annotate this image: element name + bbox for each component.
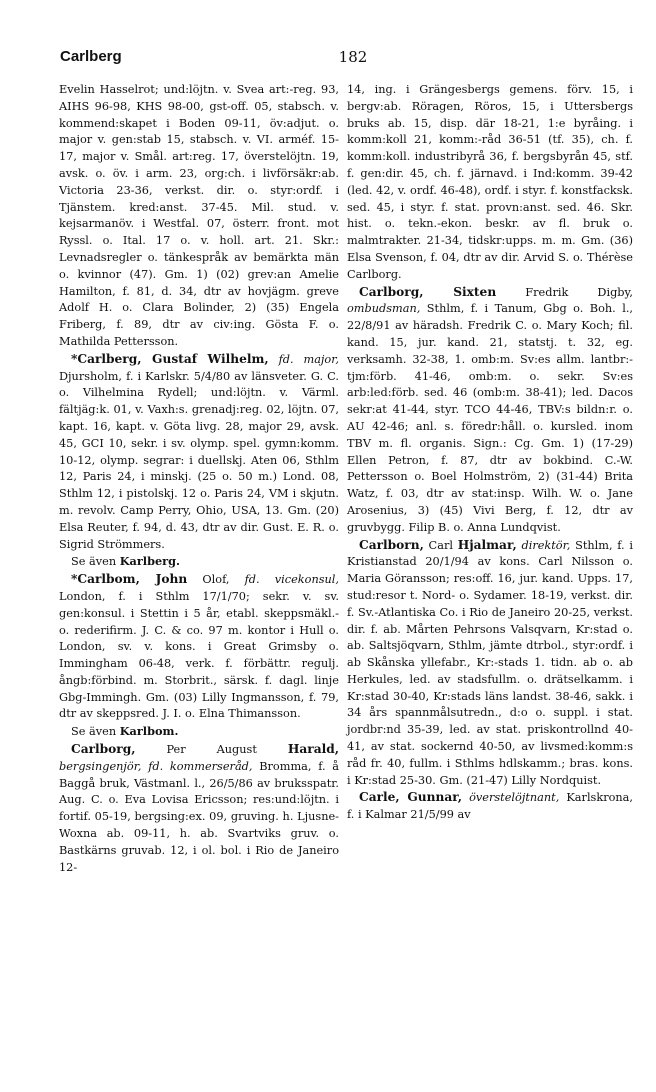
- entry: Evelin Hasselrot; und:löjtn. v. Svea art:-reg. 93, AIHS 96-98, KHS 98-00, gst-off. 05, stabsch. v. kommend:skapet i Boden 09-11, öv:adjut. o. major v. gen:stab 15, stabsch. v. VI. arméf. 15-17, major v. Smål. art:reg. 17, överstelöjtn. 19, avsk. o. öv. i arm. 23, org:ch. i livförsäkr:ab. Victoria 23-36, verkst. dir. o. styr:ordf. i Tjänstem. kred:anst. 37-45. Mil. stud. v. kejsarmanöv. i Westfal. 07, österr. front. mot Ryssl. o. Ital. 17 o. v. holl. art. 21. Skr.: Levnadsregler o. tänkespråk av bemärkta män o. kvinnor (47). Gm. 1) (02) grev:an Amelie Hamilton, f. 81, d. 34, dtr av hovjägm. greve Adolf H. o. Clara Bolinder, 2) (35) Engela Friberg, f. 89, dtr av civ:ing. Gösta F. o. Mathilda Pettersson.: [59, 83, 339, 348]
- right-column: [347, 82, 633, 824]
- entry: *Carlbom, John Olof, fd. vicekonsul, London, f. i Sthlm 17/1/70; sekr. v. sv. gen:konsul. i Stettin i 5 år, etabl. skeppsmäkl.- o. rederifirm. J. C. & co. 97 m. kontor i Hull o. London, sv. v. kons. i Great Grimsby o. Immingham 06-48, verk. f. förbättr. regulj. ångb:förbind. m. Storbrit., särsk. f. dagl. linje Gbg-Immingh. Gm. (03) Lilly Ingmansson, f. 79, dtr av skeppsred. J. I. o. Elna Thimansson.: [59, 572, 339, 721]
- left-column: [59, 82, 339, 876]
- entry: Carlborn, Carl Hjalmar, direktör, Sthlm, f. i Kristianstad 20/1/94 av kons. Carl Nilsson o. Maria Göransson; res:off. 16, jur. kand. Upps. 17, stud:resor t. Nord- o. Sydamer. 18-19, verkst. dir. f. Sv.-Atlantiska Co. i Rio de Janeiro 20-25, verkst. dir. f. ab. Mårten Pehrsons Valsqvarn, Kr:stad o. ab. Saltsjöqvarn, Sthlm, jämte dtrbol., styr:ordf. i ab Skånska yllefabr., Kr:-stads 1. tidn. ab o. ab Herkules, led. av stadsfullm. o. drätselkamm. i Kr:stad 30-40, Kr:stads läns landst. 38-46, sakk. i 34 års spannmålsutredn., d:o o. suppl. i stat. jordbr:nd 35-39, led. av stat. priskontrollnd 40-41, av stat. sockernd 40-50, av livsmed:komm:s råd fr. 40, fullm. i Sthlms hdlskamm.; bras. kons. i Kr:stad 25-30. Gm. (21-47) Lilly Nordquist.: [347, 537, 633, 787]
- page-number: 182: [338, 48, 368, 66]
- page-header: [60, 48, 646, 72]
- entry: *Carlberg, Gustaf Wilhelm, fd. major, Djursholm, f. i Karlskr. 5/4/80 av länsveter. G. C. o. Vilhelmina Rydell; und:löjtn. v. Värml. fältjäg:k. 01, v. Vaxh:s. grenadj:reg. 02, löjtn. 07, kapt. 16, kapt. v. Göta livg. 28, major 29, avsk. 45, GCI 10, sekr. i sv. olymp. spel. gymn:komm. 10-12, olymp. segrar: i duellskj. Aten 06, Sthlm 12, Paris 24, i minskj. (25 o. 50 m.) Lond. 08, Sthlm 12, i pistolskj. 12 o. Paris 24, VM i skjutn. m. revolv. Camp Perry, Ohio, USA, 13. Gm. (20) Elsa Reuter, f. 94, d. 43, dtr av dir. Gust. E. R. o. Sigrid Strömmers.: [59, 351, 339, 551]
- cross-reference: Se även Karlbom.: [71, 724, 179, 739]
- cross-reference: Se även Karlberg.: [71, 554, 180, 569]
- entry: Carlborg, Sixten Fredrik Digby, ombudsman, Sthlm, f. i Tanum, Gbg o. Boh. l., 22/8/91 av häradsh. Fredrik C. o. Mary Koch; fil. kand. 15, jur. kand. 21, statstj. t. 32, eg. verksamh. 32-38, 1. omb:m. Sv:es allm. lantbr:-tjm:förb. 41-46, omb:m. o. sekr. Sv:es arb:led:förb. sed. 46 (omb:m. 38-41); led. Dacos sekr:at 41-44, styr. TCO 44-46, TBV:s bildn:r. o. AU 42-46; anl. s. föredr:håll. o. kursled. inom TBV m. fl. organis. Sign.: Cg. Gm. 1) (17-29) Ellen Petron, f. 87, dtr av bokbind. C.-W. Pettersson o. Boel Holmström, 2) (31-44) Brita Watz, f. 03, dtr av stat:insp. Wilh. W. o. Jane Arosenius, 3) (45) Vivi Berg, f. 12, dtr av gruvbygg. Filip B. o. Anna Lundqvist.: [347, 284, 633, 534]
- entry: Carle, Gunnar, överstelöjtnant, Karlskrona, f. i Kalmar 21/5/99 av: [347, 790, 634, 822]
- entry: 14, ing. i Grängesbergs gemens. förv. 15, i bergv:ab. Röragen, Röros, 15, i Uttersbergs bruks ab. 15, disp. där 18-21, 1:e byråing. i komm:koll 21, komm:-råd 36-51 (tf. 35), ch. f. komm:koll. industribyrå 36, f. bergsbyrån 45, stf. f. gen:dir. 45, ch. f. järnavd. i Ind:komm. 39-42 (led. 42, v. ordf. 46-48), ordf. i styr. f. konstfacksk. sed. 45, i styr. f. stat. provn:anst. sed. 46. Skr. hist. o. tekn.-ekon. beskr. av fl. bruk o. malmtrakter. 21-34, tidskr:upps. m. m. Gm. (36) Elsa Svenson, f. 04, dtr av dir. Arvid S. o. Thérèse Carlborg.: [347, 83, 633, 281]
- entry: Carlborg, Per August Harald, bergsingenjör, fd. kommerseråd, Bromma, f. å Baggå bruk, Västmanl. l., 26/5/86 av bruksspatr. Aug. C. o. Eva Lovisa Ericsson; res:und:löjtn. i fortif. 05-19, bergsing:ex. 09, gruving. h. Ljusne-Woxna ab. 09-11, h. ab. Svartviks gruv. o. Bastkärns gruvab. 12, i ol. bol. i Rio de Janeiro 12-: [59, 742, 340, 874]
- running-head: Carlberg: [60, 48, 122, 65]
